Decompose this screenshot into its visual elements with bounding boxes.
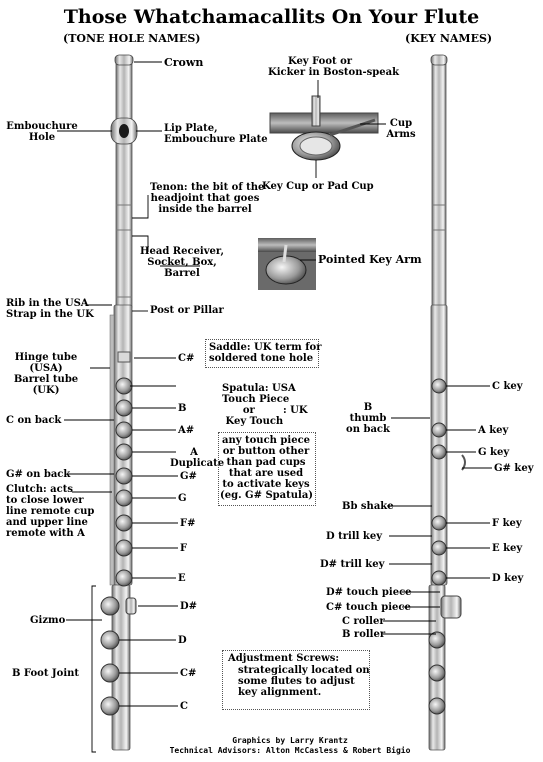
label-clutch: Clutch: acts to close lower line remote cup and upper line remote with A — [6, 484, 95, 539]
tone-hole-names-header: (TONE HOLE NAMES) — [63, 32, 201, 45]
right-key-g — [432, 445, 446, 459]
credit-advisors: Technical Advisors: Alton McCasless & Robert Bigio — [169, 746, 411, 755]
right-key-a — [432, 423, 446, 437]
left-key-e — [116, 570, 132, 586]
right-key-d — [432, 571, 446, 585]
left-key-c — [116, 378, 132, 394]
left-key-g-sharp — [116, 468, 132, 484]
label-cup-arms: Cup Arms — [386, 118, 416, 140]
credit-graphics: Graphics by Larry Krantz — [232, 736, 348, 745]
label-d-sharp-touch-piece: D# touch piece — [326, 587, 412, 598]
label-rib: Rib in the USA Strap in the UK — [6, 298, 94, 320]
label-e-key: E key — [492, 543, 523, 554]
label-c-key: C key — [492, 381, 523, 392]
label-bb-shake: Bb shake — [342, 501, 394, 512]
left-key-c-sharp-saddle — [118, 352, 130, 362]
right-foot-key-3 — [429, 698, 445, 714]
label-g: G — [178, 493, 187, 504]
left-foot-key-c — [101, 697, 119, 715]
label-e: E — [178, 573, 186, 584]
label-c-sharp-touch-piece: C# touch piece — [326, 602, 411, 613]
right-flute — [429, 55, 465, 750]
left-key-g — [116, 490, 132, 506]
label-b-roller: B roller — [342, 629, 386, 640]
key-cup-photo — [270, 96, 378, 178]
label-f-key: F key — [492, 518, 522, 529]
right-touch-pieces — [441, 596, 461, 618]
left-headjoint — [116, 58, 132, 310]
right-key-e — [432, 541, 446, 555]
label-a-duplicate: A Duplicate — [170, 447, 225, 469]
left-key-b — [116, 400, 132, 416]
label-hinge-tube: Hinge tube (USA) Barrel tube (UK) — [13, 352, 79, 396]
right-key-f — [432, 516, 446, 530]
label-d-trill-key: D trill key — [326, 531, 383, 542]
credits — [150, 736, 430, 756]
label-adjustment-title: Adjustment Screws: — [228, 653, 340, 664]
label-d-sharp: D# — [180, 601, 198, 612]
label-gizmo: Gizmo — [30, 615, 66, 626]
label-uk: : UK — [283, 405, 308, 416]
left-foot-key-d — [101, 631, 119, 649]
label-adjustment-body: strategically located on some flutes to adjust key alignment. — [238, 665, 370, 698]
label-g-key: G key — [478, 447, 510, 458]
label-c-sharp-foot: C# — [180, 668, 197, 679]
label-f-sharp: F# — [180, 518, 196, 529]
label-crown: Crown — [164, 56, 204, 69]
label-g-sharp: G# — [180, 471, 197, 482]
label-g-sharp-on-back: G# on back — [6, 469, 71, 480]
label-pointed-key-arm: Pointed Key Arm — [318, 253, 422, 266]
left-rib — [110, 315, 114, 585]
label-embouchure-hole: Embouchure Hole — [6, 121, 78, 143]
left-foot-key-c-sharp — [101, 664, 119, 682]
label-b: B — [178, 403, 187, 414]
embouchure-hole — [119, 124, 129, 138]
label-d-sharp-trill-key: D# trill key — [320, 559, 385, 570]
label-c-on-back: C on back — [6, 415, 62, 426]
label-g-sharp-key: G# key — [494, 463, 534, 474]
left-key-f — [116, 540, 132, 556]
label-touch-note: any touch piece or button other than pad cups that are used to activate keys (eg. G# Spatula) — [220, 435, 314, 501]
label-c-foot: C — [180, 701, 188, 712]
right-crown — [431, 55, 447, 65]
gizmo-rod — [126, 598, 136, 614]
crown — [115, 55, 133, 65]
label-d: D — [178, 635, 187, 646]
label-c-roller: C roller — [342, 616, 385, 627]
label-saddle: Saddle: UK term for soldered tone hole — [209, 342, 322, 364]
page-title: Those Whatchamacallits On Your Flute — [63, 6, 480, 28]
right-foot-key-2 — [429, 665, 445, 681]
label-key-foot: Key Foot or Kicker in Boston-speak — [268, 56, 400, 78]
left-key-f-sharp — [116, 515, 132, 531]
label-f: F — [180, 543, 188, 554]
left-foot-key-d-sharp — [101, 597, 119, 615]
label-a-sharp: A# — [178, 425, 195, 436]
label-c-sharp: C# — [178, 353, 195, 364]
left-key-a — [116, 444, 132, 460]
label-tenon: Tenon: the bit of the headjoint that goes inside the barrel — [150, 182, 265, 215]
left-flute — [101, 55, 137, 750]
left-key-a-sharp — [116, 422, 132, 438]
label-b-thumb: B thumb on back — [346, 402, 390, 435]
label-post: Post or Pillar — [150, 305, 224, 316]
label-head-receiver: Head Receiver, Socket, Box, Barrel — [140, 246, 224, 279]
label-d-key: D key — [492, 573, 524, 584]
label-key-cup: Key Cup or Pad Cup — [262, 181, 374, 192]
label-b-foot-joint: B Foot Joint — [12, 668, 80, 679]
right-key-c — [432, 379, 446, 393]
label-lip-plate: Lip Plate, Embouchure Plate — [164, 123, 268, 145]
label-a-key: A key — [478, 425, 509, 436]
pointed-key-arm-photo — [258, 238, 316, 290]
right-headjoint — [432, 58, 446, 310]
label-spatula: Spatula: USA Touch Piece or Key Touch — [222, 383, 296, 427]
key-names-header: (KEY NAMES) — [405, 32, 493, 45]
